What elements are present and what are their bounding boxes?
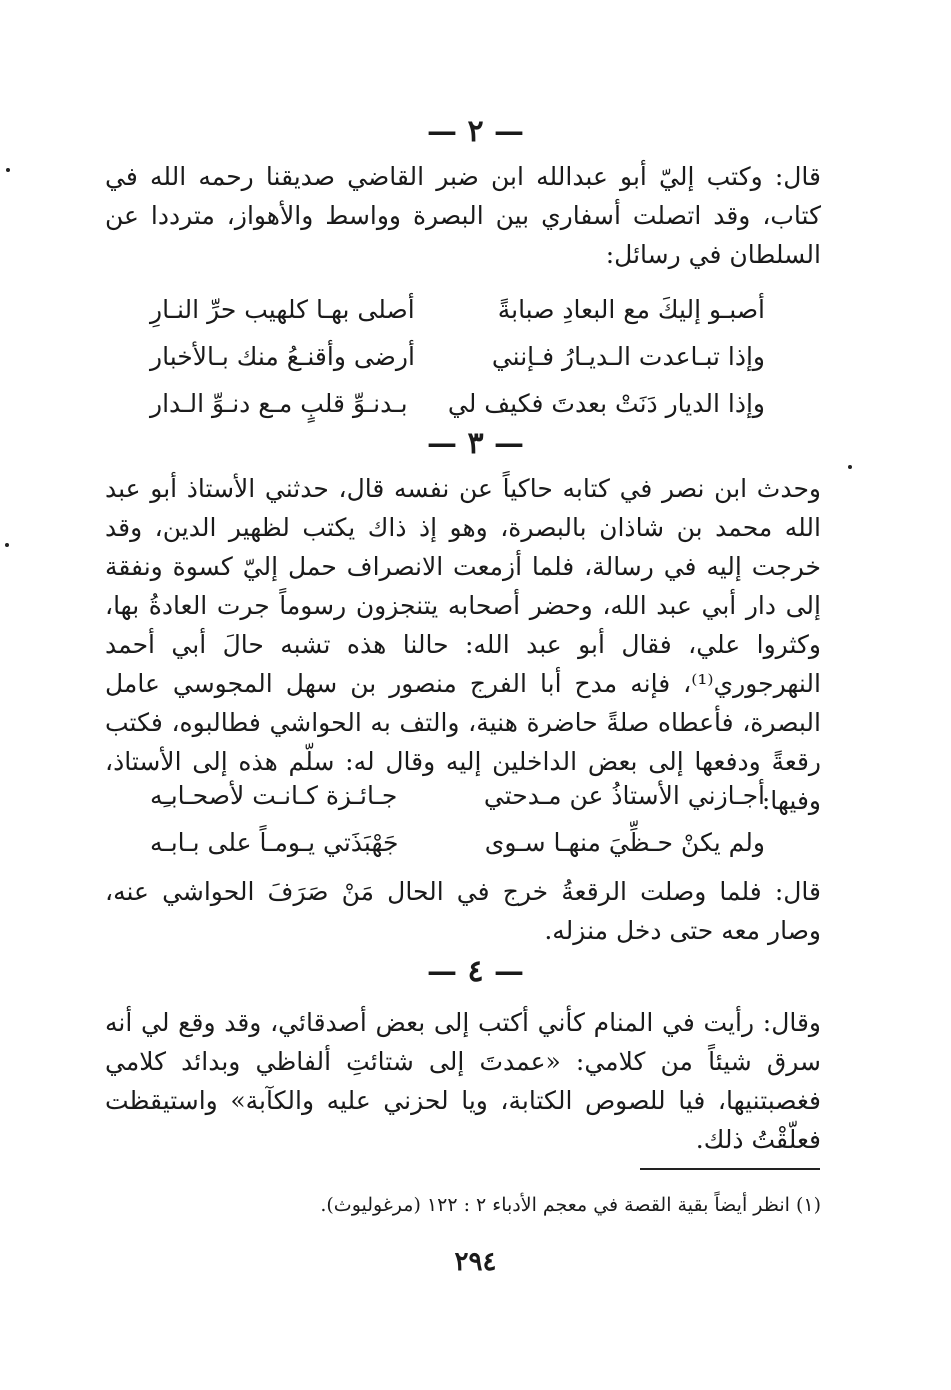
paragraph: وحدث ابن نصر في كتابه حاكياً عن نفسه قال، حدثني الأستاذ أبو عبد الله محمد بن شاذان بالبصرة، وهو إذ ذاك يكتب لظهير الدين، وقد خرجت إليه في رسالة، فلما أزمعت الانصراف حمل إليّ كسوة ونفقة إلى دار أبي عبد الله، وحضر أصحابه يتنجزون رسوماً جرت العادةُ بها، وكثروا علي، فقال أبو عبد الله: حالنا هذه تشبه حالَ أبي أحمد النهرجوري⁽¹⁾، فإنه مدح أبا الفرج منصور بن سهل المجوسي عامل البصرة، فأعطاه صلةً حاضرة هنية، والتف به الحواشي فطالبوه، فكتب رقعةً ودفعها إلى بعض الداخلين إليه وقال له: سلّم هذه إلى الأستاذ، وفيها: xyxy=(105,474,821,815)
verse-first-hemistich: أصبـو إليكَ مع البعادِ صبابةً xyxy=(497,295,765,324)
verse xyxy=(150,772,765,819)
verse-first-hemistich: وإذا تبـاعدت الـديـارُ فـإنني xyxy=(491,342,765,371)
verse-second-hemistich: بـدنـوِّ قلبٍ مـع دنـوِّ الـدار xyxy=(150,389,408,418)
verse-second-hemistich: جـائـزة كـانـت لأصحـابـِه xyxy=(150,781,398,810)
verse-second-hemistich: أصلى بهـا كلهيب حرِّ النـارِ xyxy=(150,295,415,324)
verse xyxy=(150,819,765,866)
verse xyxy=(150,380,765,427)
margin-speck xyxy=(5,543,9,547)
paragraph: قال: فلما وصلت الرقعةُ خرج في الحال مَنْ صَرَفَ الحواشي عنه، وصار معه حتى دخل منزله. xyxy=(105,877,821,945)
section-number: — ٣ — xyxy=(426,426,525,461)
verse-first-hemistich: أجـازني الأستاذُ عن مـدحتي xyxy=(483,781,765,810)
margin-speck xyxy=(848,465,852,469)
verse-first-hemistich: ولم يكنْ حـظِّيَ منهـا سـوى xyxy=(484,828,765,857)
paragraph: وقال: رأيت في المنام كأني أكتب إلى بعض أصدقائي، وقد وقع لي أنه سرق شيئاً من كلامي: «عمدتَ إلى شتائتِ ألفاظي وبدائد كلامي فغصبتنيها، فيا للصوص الكتابة، ويا لحزني عليه والكآبة» واستيقظت فعلّقْتُ ذلك. xyxy=(105,1008,821,1154)
poem xyxy=(150,772,765,866)
verse-second-hemistich: جَهْبَذَتي يـومـاً على بـابـه xyxy=(150,828,399,857)
section-number: — ٤ — xyxy=(426,954,525,989)
paragraph: قال: وكتب إليّ أبو عبدالله ابن ضبر القاضي صديقنا رحمه الله في كتاب، وقد اتصلت أسفاري بين البصرة وواسط والأهواز، مترددا عن السلطان في رسائل: xyxy=(105,162,821,269)
verse xyxy=(150,333,765,380)
page-number: ٢٩٤ xyxy=(454,1247,497,1277)
verse-first-hemistich: وإذا الديار دَنَتْ بعدتَ فكيف لي xyxy=(447,389,765,418)
poem xyxy=(150,286,765,427)
section-number: — ٢ — xyxy=(426,114,525,149)
verse xyxy=(150,286,765,333)
verse-second-hemistich: أرضى وأقنـعُ منك بـالأخبار xyxy=(150,342,415,371)
footnote: (١) انظر أيضاً بقية القصة في معجم الأدباء ٢ : ١٢٢ (مرغوليوث). xyxy=(320,1194,821,1216)
margin-speck xyxy=(6,168,10,172)
footnote-rule xyxy=(640,1168,820,1170)
